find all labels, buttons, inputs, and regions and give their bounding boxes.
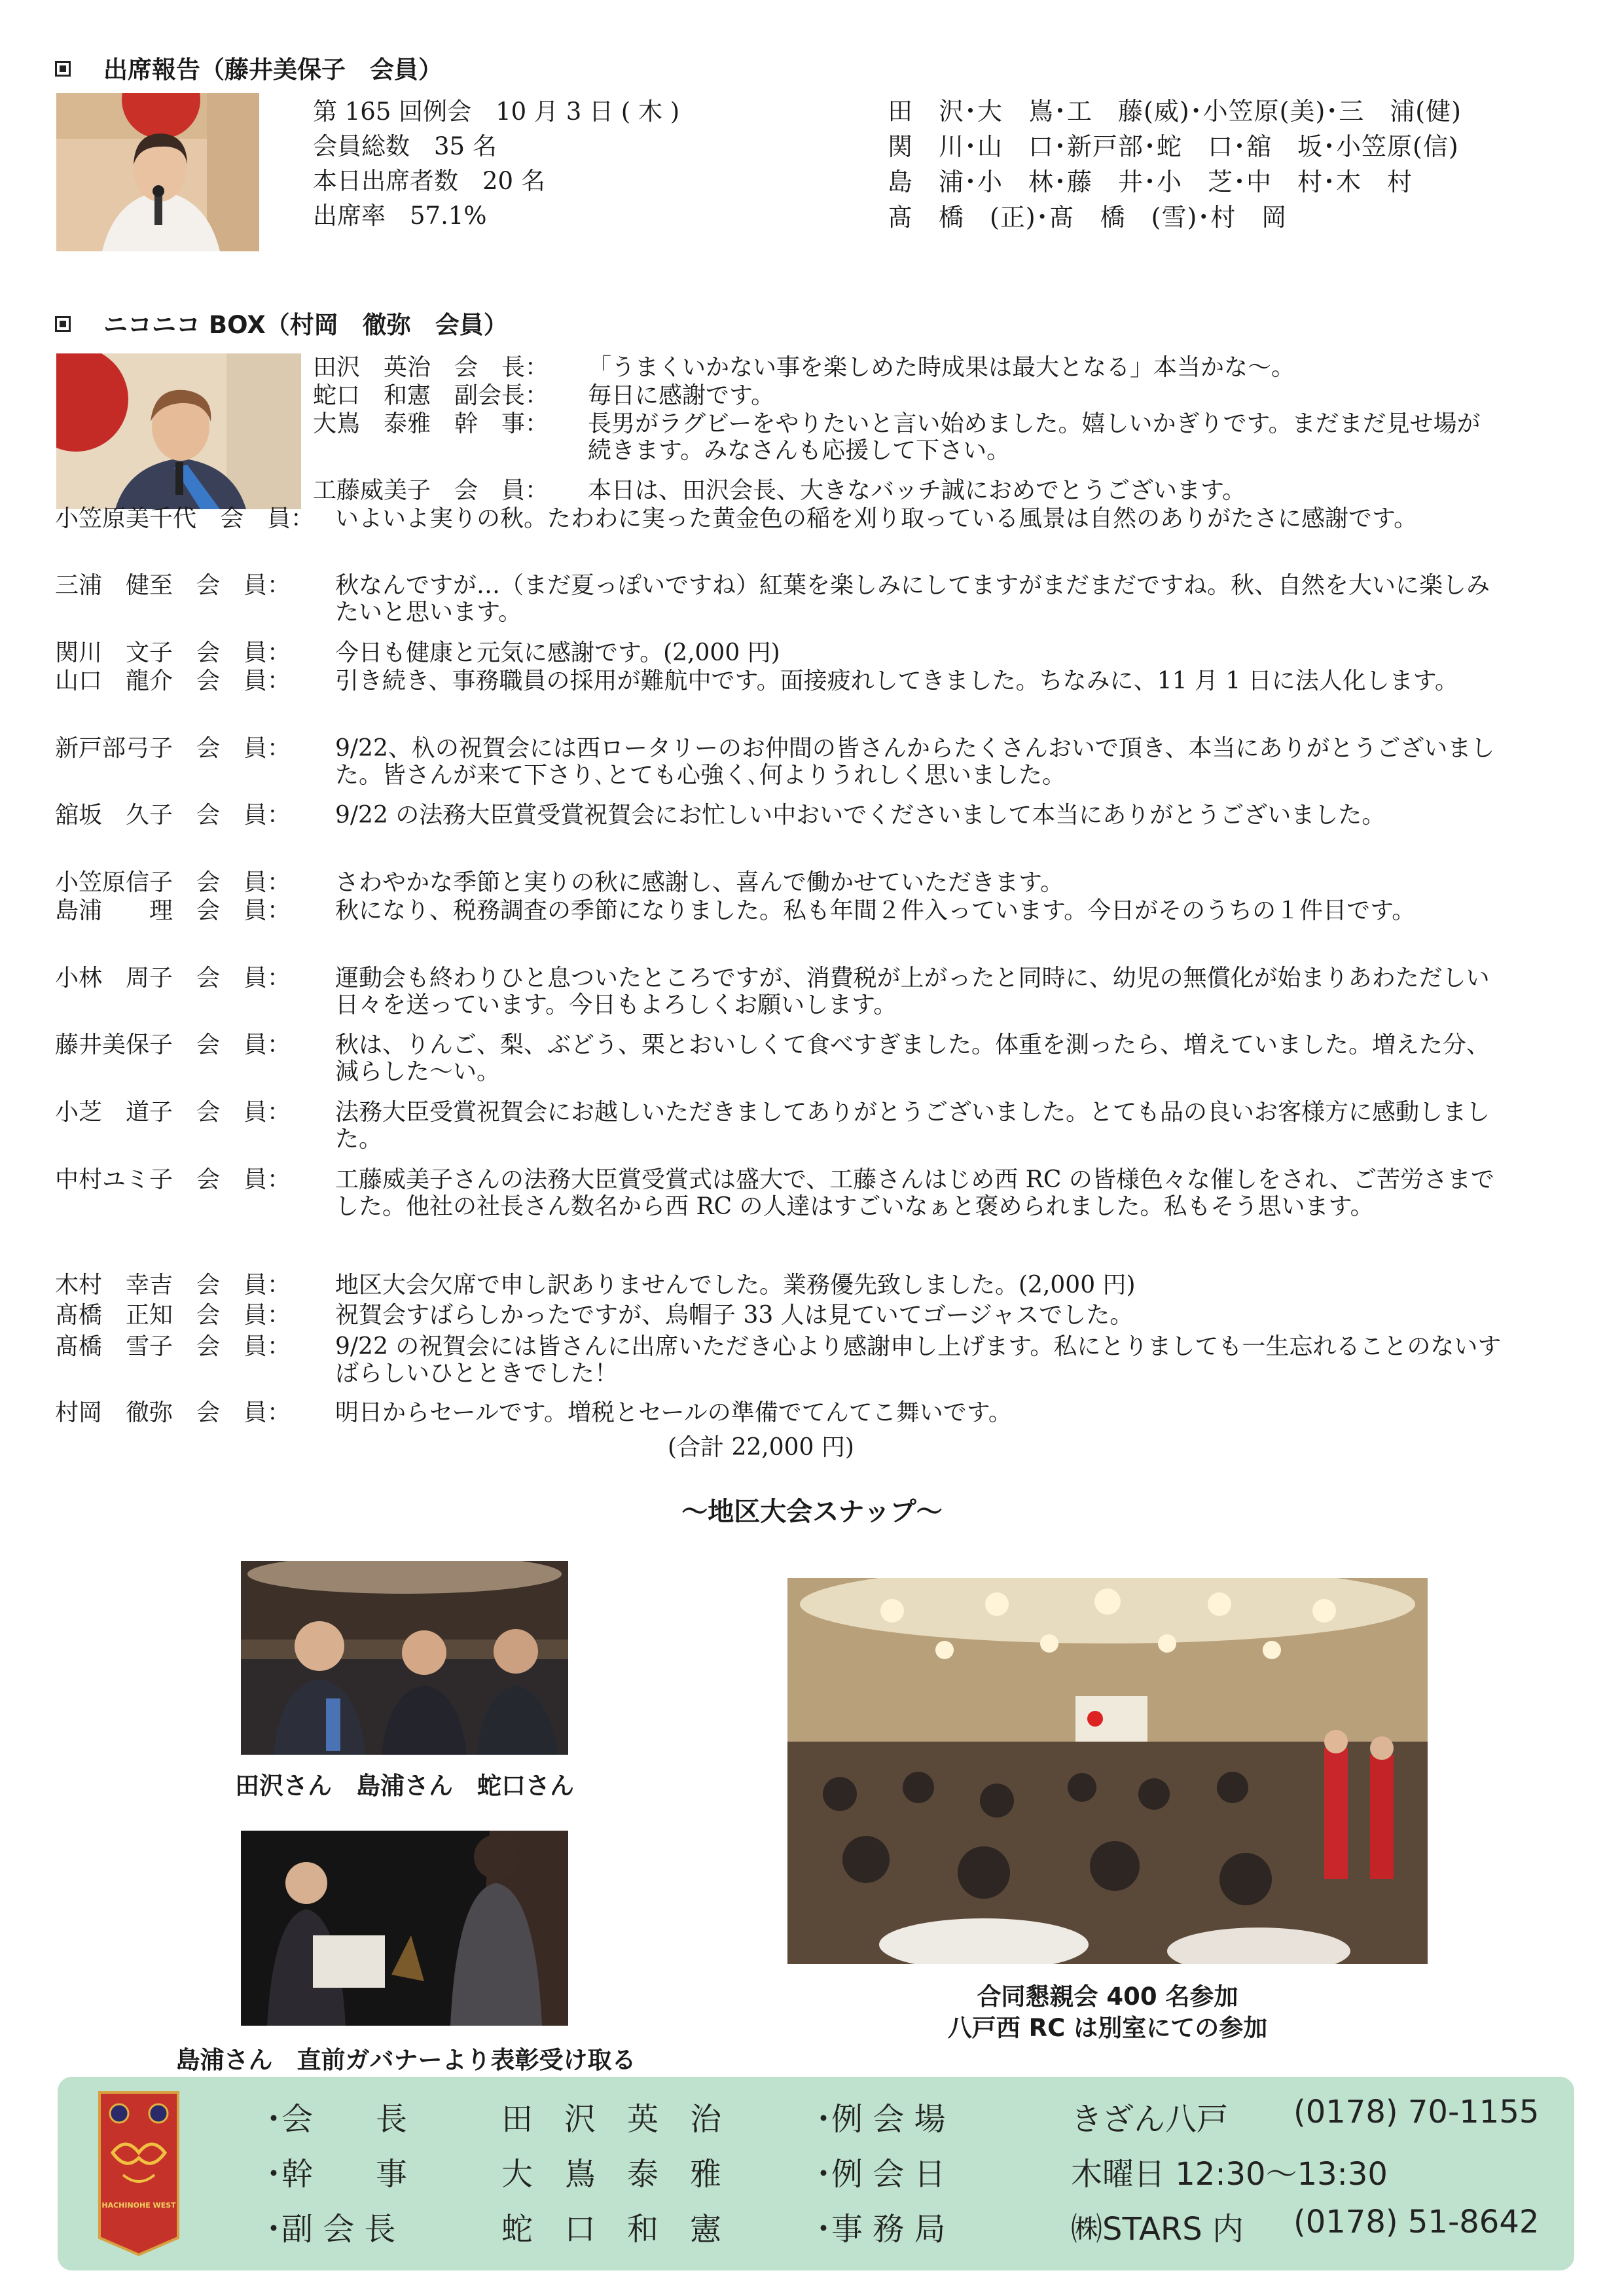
entry-name: 小芝 道子 会 員： bbox=[55, 1099, 291, 1126]
snap-caption-3b: 八戸西 RC は別室にての参加 bbox=[947, 2014, 1268, 2042]
nikoniko-entry bbox=[313, 354, 1502, 381]
club-info-footer bbox=[58, 2077, 1574, 2270]
entry-text: 秋なんですが…（まだ夏っぽいですね）紅葉を楽しみにしてますがまだまだですね。秋、自然を大いに楽しみたいと思います。 bbox=[335, 572, 1490, 626]
nikoniko-entry bbox=[55, 505, 1502, 532]
vice-president-name: 蛇 口 和 憲 bbox=[501, 2211, 722, 2248]
entry-text: 長男がラグビーをやりたいと言い始めました。嬉しいかぎりです。まだまだ見せ場が続きます。みなさんも応援して下さい。 bbox=[588, 410, 1481, 464]
snap-photo-award bbox=[241, 1831, 568, 2026]
nikoniko-entry bbox=[55, 735, 1502, 789]
entry-name: 島浦 理 会 員： bbox=[55, 897, 291, 924]
attendee-line: 田 沢･大 嶌･工 藤(威)･小笠原(美)･三 浦(健) bbox=[888, 97, 1462, 126]
entry-text: 9/22 の法務大臣賞受賞祝賀会にお忙しい中おいでくださいまして本当にありがとうございました。 bbox=[335, 802, 1386, 829]
attendee-line: 島 浦･小 林･藤 井･小 芝･中 村･木 村 bbox=[888, 168, 1413, 196]
club-pennant-logo bbox=[97, 2090, 181, 2257]
entry-name: 大嶌 泰雅 幹 事： bbox=[313, 410, 549, 437]
entry-text: 秋になり、税務調査の季節になりました。私も年間２件入っています。今日がそのうちの１件目です。 bbox=[335, 897, 1416, 924]
nikoniko-entry bbox=[55, 869, 1502, 896]
nikoniko-title: ニコニコ BOX（村岡 徹弥 会員） bbox=[103, 311, 508, 339]
entry-name: 新戸部弓子 会 員： bbox=[55, 735, 291, 762]
attendance-rate: 出席率 57.1% bbox=[313, 202, 487, 230]
venue-phone: (0178) 70-1155 bbox=[1293, 2094, 1540, 2130]
entry-text: 今日も健康と元気に感謝です。(2,000 円) bbox=[335, 639, 780, 666]
entry-text: 本日は、田沢会長、大きなバッチ誠におめでとうございます。 bbox=[588, 477, 1246, 504]
snap-caption-2: 島浦さん 直前ガバナーより表彰受け取る bbox=[175, 2046, 636, 2074]
entry-text: 毎日に感謝です。 bbox=[588, 382, 775, 409]
office-name: ㈱STARS 内 bbox=[1071, 2211, 1244, 2248]
entry-name: 田沢 英治 会 長： bbox=[313, 354, 549, 381]
venue-label: ･例 会 場 bbox=[816, 2101, 946, 2138]
secretary-label: ･幹 事 bbox=[266, 2156, 408, 2193]
entry-text: いよいよ実りの秋。たわわに実った黄金色の稲を刈り取っている風景は自然のありがたさに感謝です。 bbox=[335, 505, 1418, 532]
meeting-day-label: ･例 会 日 bbox=[816, 2156, 946, 2193]
entry-name: 髙橋 雪子 会 員： bbox=[55, 1333, 291, 1360]
attendance-photo bbox=[56, 93, 259, 251]
vice-president-label: ･副 会 長 bbox=[266, 2211, 396, 2248]
nikoniko-entry bbox=[55, 1333, 1502, 1387]
entry-text: 9/22 の祝賀会には皆さんに出席いただき心より感謝申し上げます。私にとりましても一生忘れることのないすばらしいひとときでした！ bbox=[335, 1333, 1502, 1387]
entry-text: 法務大臣受賞祝賀会にお越しいただきましてありがとうございました。とても品の良いお客様方に感動しました。 bbox=[335, 1099, 1490, 1153]
venue-name: きざん八戸 bbox=[1071, 2101, 1229, 2138]
meeting-number: 第 165 回例会 10 月 3 日 ( 木 ) bbox=[313, 98, 680, 126]
attendance-title: 出席報告（藤井美保子 会員） bbox=[103, 56, 442, 84]
nikoniko-entry bbox=[55, 668, 1502, 694]
nikoniko-entry bbox=[55, 1302, 1502, 1329]
entry-name: 小笠原美千代 会 員： bbox=[55, 505, 315, 532]
nikoniko-entry bbox=[55, 1166, 1502, 1220]
entry-name: 小笠原信子 会 員： bbox=[55, 869, 291, 896]
entry-text: 地区大会欠席で申し訳ありませんでした。業務優先致しました。(2,000 円) bbox=[335, 1272, 1136, 1299]
entry-text: 工藤威美子さんの法務大臣賞受賞式は盛大で、工藤さんはじめ西 RC の皆様色々な催しをされ、ご苦労さまでした。他社の社長さん数名から西 RC の人達はすごいなぁと褒められました。私もそう思います。 bbox=[335, 1166, 1494, 1220]
nikoniko-photo bbox=[56, 353, 301, 509]
pennant-text: HACHINOHE WEST bbox=[101, 2201, 176, 2210]
entry-text: 秋は、りんご、梨、ぶどう、栗とおいしくて食べすぎました。体重を測ったら、増えていました。増えた分、減らした～い。 bbox=[335, 1031, 1490, 1085]
nikoniko-entry bbox=[55, 1272, 1502, 1299]
entry-name: 中村ユミ子 会 員： bbox=[55, 1166, 291, 1193]
nikoniko-entry bbox=[313, 382, 1502, 409]
office-phone: (0178) 51-8642 bbox=[1293, 2204, 1540, 2240]
nikoniko-entry bbox=[55, 1099, 1502, 1153]
snap-caption-1: 田沢さん 島浦さん 蛇口さん bbox=[235, 1772, 574, 1800]
president-label: ･会 長 bbox=[266, 2101, 408, 2138]
entry-text: 明日からセールです。増税とセールの準備でてんてこ舞いです。 bbox=[335, 1399, 1012, 1426]
total-members: 会員総数 35 名 bbox=[313, 132, 497, 160]
nikoniko-heading bbox=[55, 305, 508, 340]
entry-name: 小林 周子 会 員： bbox=[55, 965, 291, 992]
nikoniko-total: (合計 22,000 円) bbox=[668, 1434, 854, 1461]
entry-text: さわやかな季節と実りの秋に感謝し、喜んで働かせていただきます。 bbox=[335, 869, 1064, 896]
snap-photo-seated bbox=[241, 1561, 568, 1755]
office-label: ･事 務 局 bbox=[816, 2211, 946, 2248]
entry-name: 舘坂 久子 会 員： bbox=[55, 802, 291, 829]
entry-name: 木村 幸吉 会 員： bbox=[55, 1272, 291, 1299]
snap-photo-banquet bbox=[787, 1578, 1428, 1964]
entry-text: 「うまくいかない事を楽しめた時成果は最大となる」本当かな～。 bbox=[588, 354, 1295, 381]
entry-text: 引き続き、事務職員の採用が難航中です。面接疲れしてきました。ちなみに、11 月 1 日に法人化します。 bbox=[335, 668, 1458, 694]
nikoniko-entry bbox=[313, 410, 1502, 464]
nikoniko-entry bbox=[55, 1399, 1502, 1426]
nikoniko-entry bbox=[55, 802, 1502, 829]
attendee-line: 関 川･山 口･新戸部･蛇 口･舘 坂･小笠原(信) bbox=[888, 132, 1459, 161]
attendee-line: 髙 橋 (正)･髙 橋 (雪)･村 岡 bbox=[888, 203, 1288, 232]
entry-name: 山口 龍介 会 員： bbox=[55, 668, 291, 694]
entry-name: 村岡 徹弥 会 員： bbox=[55, 1399, 291, 1426]
entry-name: 藤井美保子 会 員： bbox=[55, 1031, 291, 1058]
entry-name: 髙橋 正知 会 員： bbox=[55, 1302, 291, 1329]
entry-text: 祝賀会すばらしかったですが、烏帽子 33 人は見ていてゴージャスでした。 bbox=[335, 1302, 1134, 1329]
entry-text: 運動会も終わりひと息ついたところですが、消費税が上がったと同時に、幼児の無償化が始まりあわただしい日々を送っています。今日もよろしくお願いします。 bbox=[335, 965, 1490, 1018]
square-bullet-icon bbox=[55, 61, 71, 77]
snaps-title: ～地区大会スナップ～ bbox=[681, 1497, 943, 1527]
snap-caption-3a: 合同懇親会 400 名参加 bbox=[977, 1982, 1238, 2011]
nikoniko-entry bbox=[55, 1031, 1502, 1085]
entry-name: 蛇口 和憲 副会長： bbox=[313, 382, 549, 409]
nikoniko-entry bbox=[55, 897, 1502, 924]
nikoniko-entry bbox=[313, 477, 1502, 504]
entry-name: 関川 文子 会 員： bbox=[55, 639, 291, 666]
attendance-heading bbox=[55, 50, 442, 85]
meeting-day: 木曜日 12:30～13:30 bbox=[1071, 2156, 1388, 2193]
nikoniko-entry bbox=[55, 965, 1502, 1018]
nikoniko-entry bbox=[55, 639, 1502, 666]
entry-text: 9/22、杁の祝賀会には西ロータリーのお仲間の皆さんからたくさんおいで頂き、本当にありがとうございました。皆さんが来て下さり､とても心強く､何よりうれしく思いました。 bbox=[335, 735, 1495, 789]
secretary-name: 大 嶌 泰 雅 bbox=[501, 2156, 722, 2193]
present-count: 本日出席者数 20 名 bbox=[313, 167, 545, 195]
entry-name: 工藤威美子 会 員： bbox=[313, 477, 549, 504]
president-name: 田 沢 英 治 bbox=[501, 2101, 722, 2138]
square-bullet-icon bbox=[55, 316, 71, 332]
entry-name: 三浦 健至 会 員： bbox=[55, 572, 291, 599]
nikoniko-entry bbox=[55, 572, 1502, 626]
